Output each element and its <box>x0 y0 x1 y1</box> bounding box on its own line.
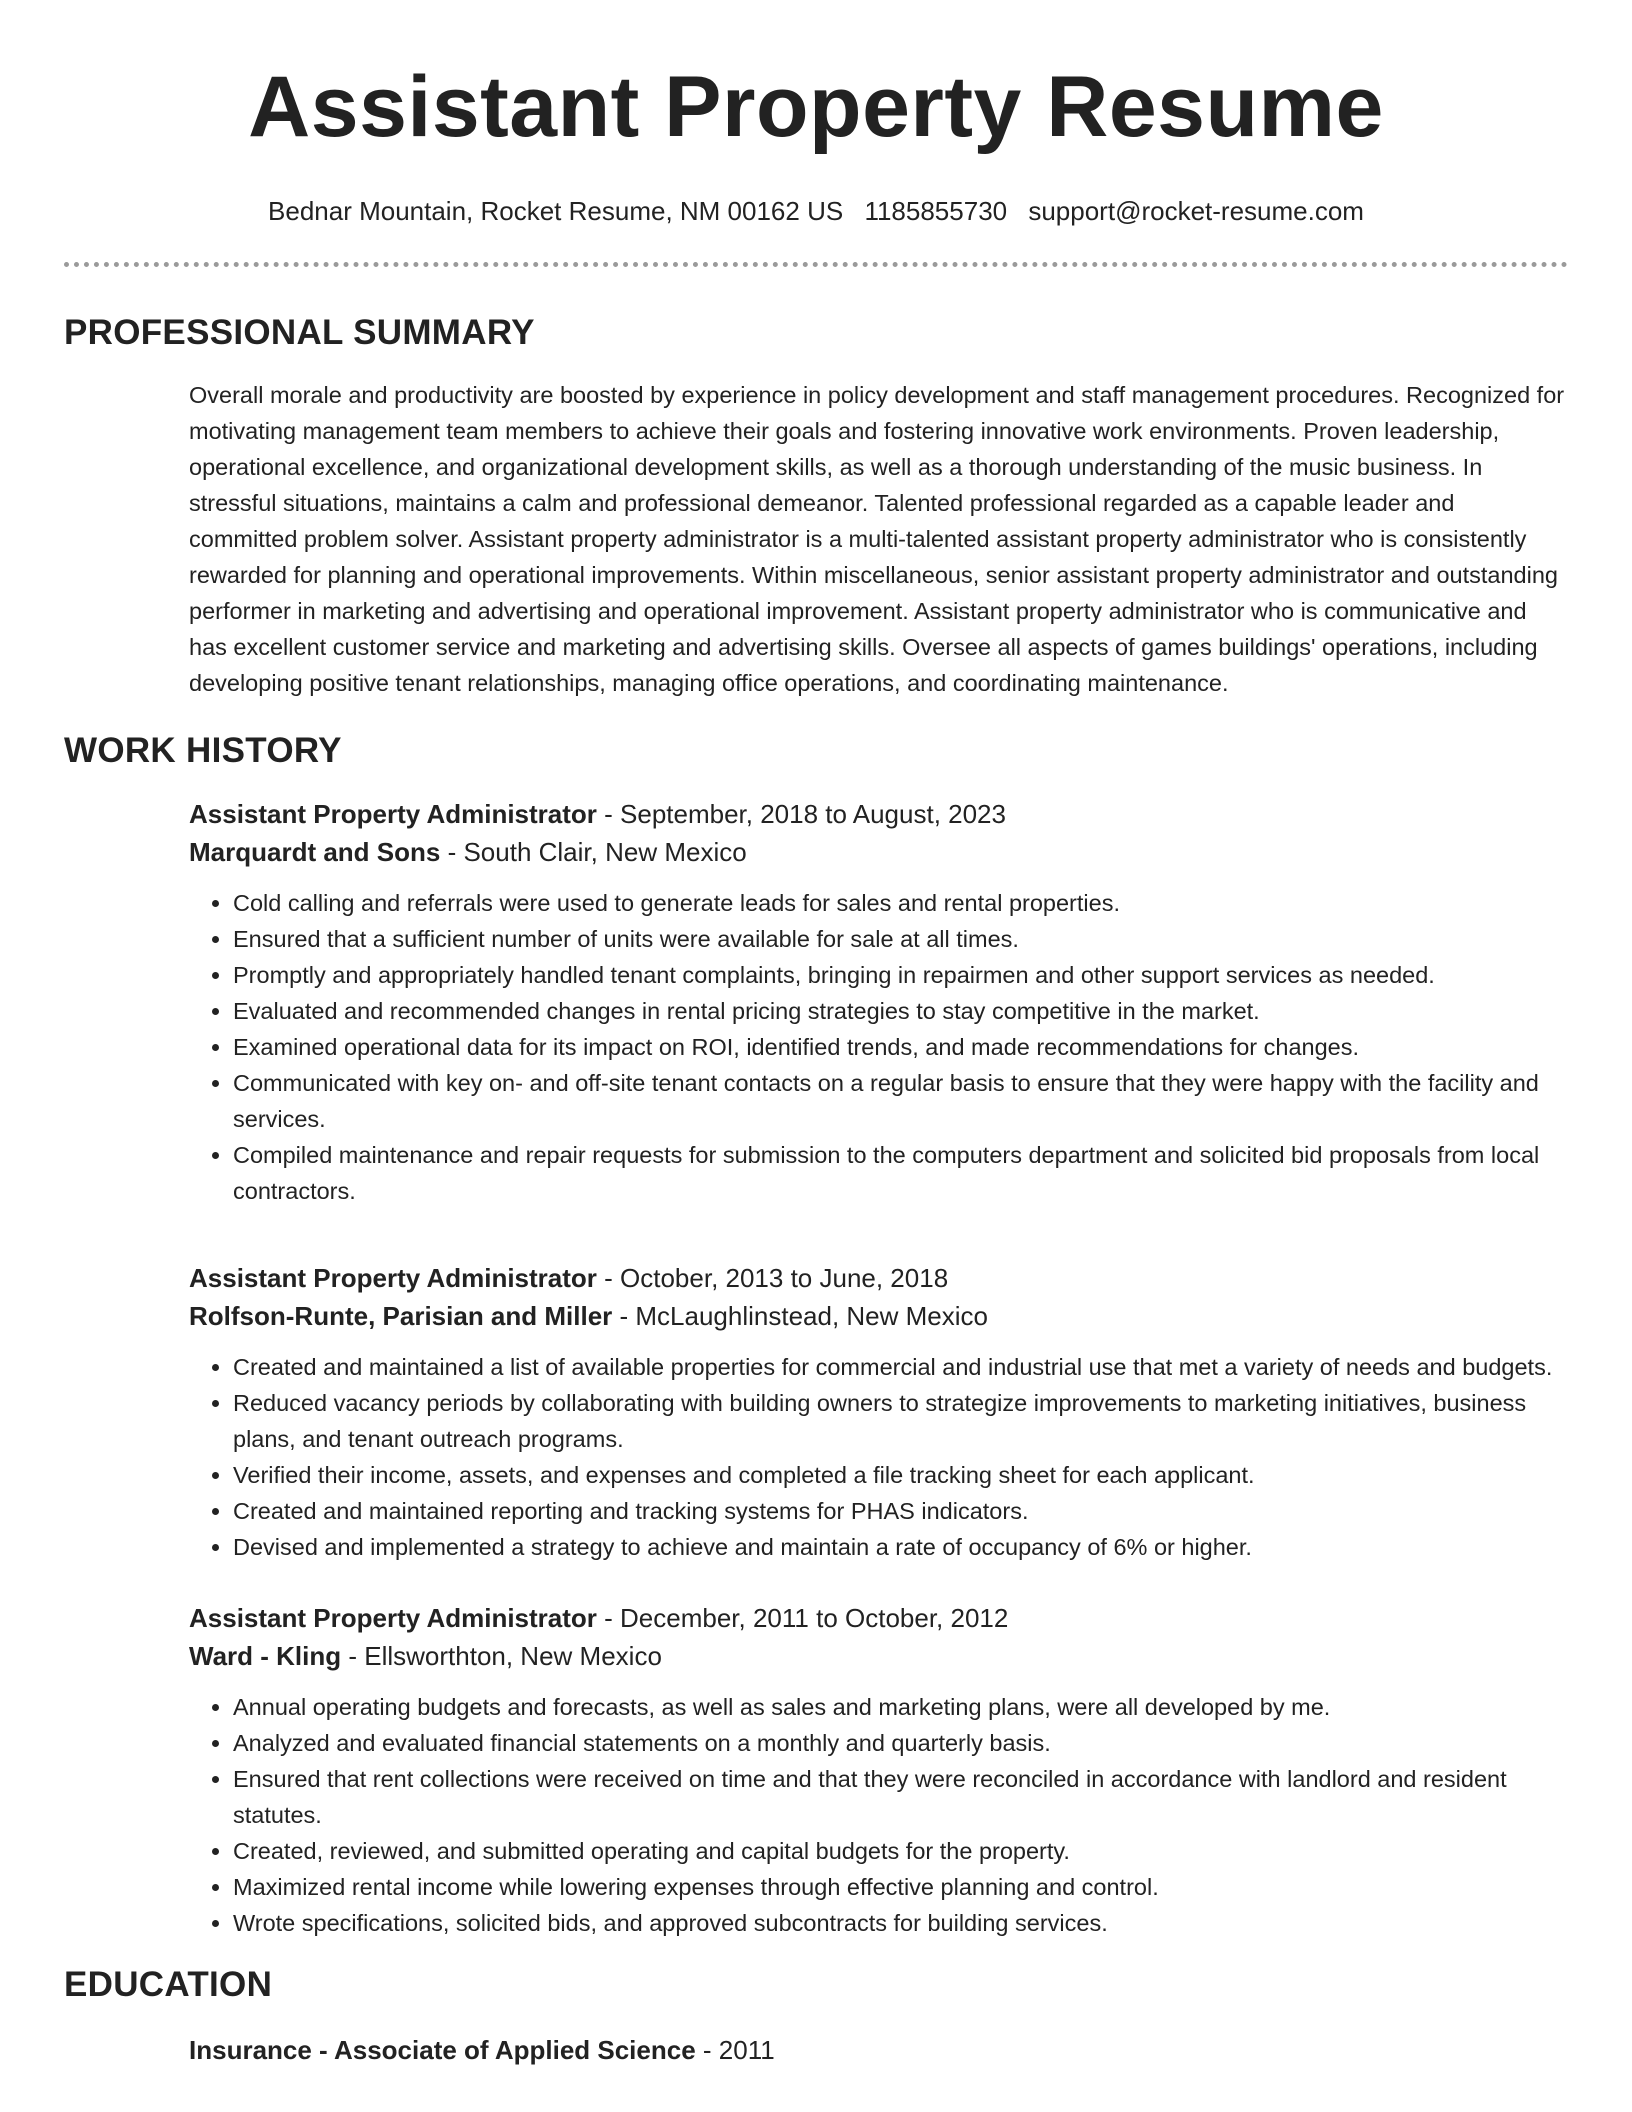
job-dates: - December, 2011 to October, 2012 <box>596 1603 1009 1633</box>
job-title-line <box>189 795 1568 833</box>
job-role: Assistant Property Administrator <box>189 1263 597 1293</box>
job-bullets <box>189 885 1568 1209</box>
job-bullet: • Ensured that a sufficient number of units were available for sale at all times. <box>233 921 1568 957</box>
job-company: Rolfson-Runte, Parisian and Miller <box>189 1301 613 1331</box>
job-location: - South Clair, New Mexico <box>440 837 747 867</box>
job-role: Assistant Property Administrator <box>189 799 597 829</box>
job-company-line <box>189 1297 1568 1335</box>
education-entry <box>189 2031 1568 2069</box>
section-title-education: EDUCATION <box>64 1965 273 2004</box>
job-dates: - September, 2018 to August, 2023 <box>596 799 1006 829</box>
job-bullet: • Reduced vacancy periods by collaborating with building owners to strategize improvements to marketing initiatives, business plans, and tenant outreach programs. <box>233 1385 1568 1457</box>
job-title-line <box>189 1259 1568 1297</box>
job-title-line <box>189 1599 1568 1637</box>
job-role: Assistant Property Administrator <box>189 1603 597 1633</box>
contact-email: support@rocket-resume.com <box>1028 196 1364 226</box>
contact-line <box>0 194 1632 228</box>
job-entry <box>189 795 1568 1209</box>
job-bullet: • Promptly and appropriately handled tenant complaints, bringing in repairmen and other support services as needed. <box>233 957 1568 993</box>
job-bullet: • Devised and implemented a strategy to achieve and maintain a rate of occupancy of 6% or higher. <box>233 1529 1568 1565</box>
job-bullet: • Cold calling and referrals were used to generate leads for sales and rental properties. <box>233 885 1568 921</box>
resume-title: Assistant Property Resume <box>248 59 1384 155</box>
job-entry <box>189 1259 1568 1565</box>
education-year: - 2011 <box>695 2035 775 2065</box>
section-title-summary: PROFESSIONAL SUMMARY <box>64 313 535 352</box>
job-company: Marquardt and Sons <box>189 837 441 867</box>
job-entry <box>189 1599 1568 1941</box>
job-bullet: • Communicated with key on- and off-site tenant contacts on a regular basis to ensure that they were happy with the facility and services. <box>233 1065 1568 1137</box>
job-bullet: • Created and maintained reporting and tracking systems for PHAS indicators. <box>233 1493 1568 1529</box>
job-bullet: • Wrote specifications, solicited bids, and approved subcontracts for building services. <box>233 1905 1568 1941</box>
job-company-line <box>189 833 1568 871</box>
job-company-line <box>189 1637 1568 1675</box>
job-location: - Ellsworthton, New Mexico <box>341 1641 662 1671</box>
contact-phone: 1185855730 <box>864 196 1008 226</box>
job-bullets <box>189 1349 1568 1565</box>
job-bullets <box>189 1689 1568 1941</box>
job-bullet: • Evaluated and recommended changes in rental pricing strategies to stay competitive in the market. <box>233 993 1568 1029</box>
summary-text: Overall morale and productivity are boosted by experience in policy development and staff management procedures. Recognized for motivating management team members to achieve their goals and fostering innovative work environments. Proven leadership, operational excellence, and organizational development skills, as well as a thorough understanding of the music business. In stressful situations, maintains a calm and professional demeanor. Talented professional regarded as a capable leader and committed problem solver. Assistant property administrator is a multi-talented assistant property administrator who is consistently rewarded for planning and operational improvements. Within miscellaneous, senior assistant property administrator and outstanding performer in marketing and advertising and operational improvement. Assistant property administrator who is communicative and has excellent customer service and marketing and advertising skills. Oversee all aspects of games buildings' operations, including developing positive tenant relationships, managing office operations, and coordinating maintenance. <box>189 382 1565 696</box>
contact-address: Bednar Mountain, Rocket Resume, NM 00162 US <box>268 196 844 226</box>
job-bullet: • Annual operating budgets and forecasts, as well as sales and marketing plans, were all developed by me. <box>233 1689 1568 1725</box>
job-bullet: • Examined operational data for its impact on ROI, identified trends, and made recommendations for changes. <box>233 1029 1568 1065</box>
education-degree: Insurance - Associate of Applied Science <box>189 2035 696 2065</box>
job-bullet: • Verified their income, assets, and expenses and completed a file tracking sheet for each applicant. <box>233 1457 1568 1493</box>
job-bullet: • Maximized rental income while lowering expenses through effective planning and control. <box>233 1869 1568 1905</box>
job-location: - McLaughlinstead, New Mexico <box>612 1301 988 1331</box>
job-bullet: • Created, reviewed, and submitted operating and capital budgets for the property. <box>233 1833 1568 1869</box>
job-bullet: • Compiled maintenance and repair requests for submission to the computers department and solicited bid proposals from local contractors. <box>233 1137 1568 1209</box>
job-company: Ward - Kling <box>189 1641 342 1671</box>
section-title-work-history: WORK HISTORY <box>64 731 342 770</box>
job-dates: - October, 2013 to June, 2018 <box>596 1263 949 1293</box>
job-bullet: • Created and maintained a list of available properties for commercial and industrial use that met a variety of needs and budgets. <box>233 1349 1568 1385</box>
header-divider <box>64 262 1568 267</box>
job-bullet: • Analyzed and evaluated financial statements on a monthly and quarterly basis. <box>233 1725 1568 1761</box>
job-bullet: • Ensured that rent collections were received on time and that they were reconciled in accordance with landlord and resident statutes. <box>233 1761 1568 1833</box>
